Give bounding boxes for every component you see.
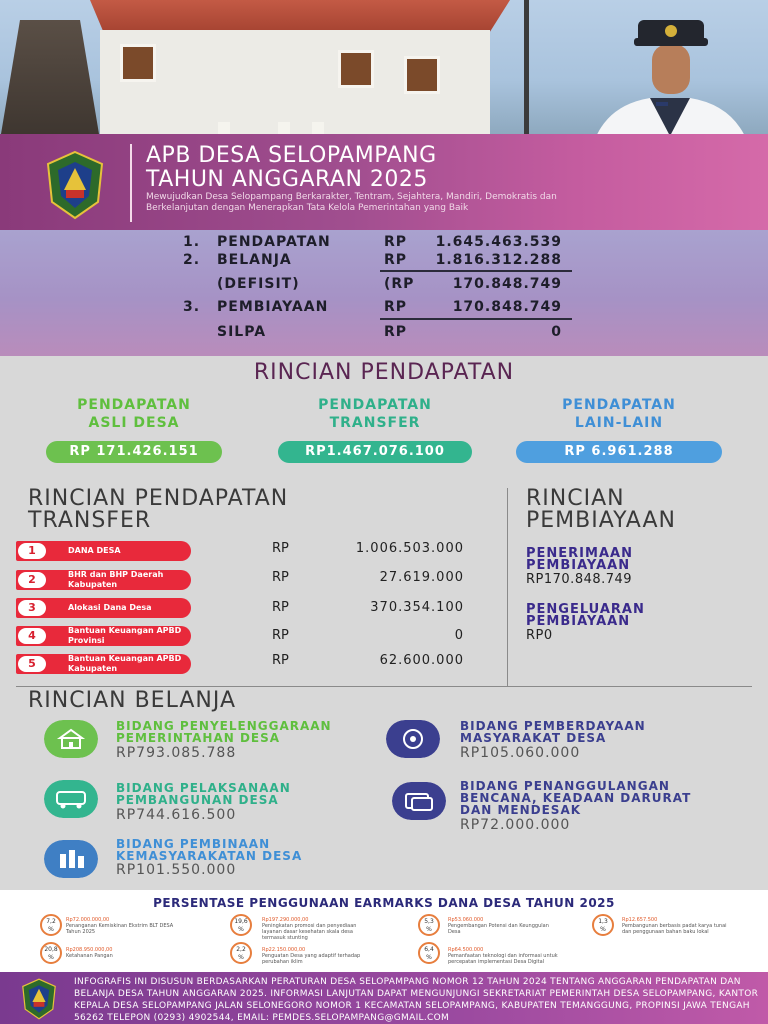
pengeluaran-line-1: PENGELUARAN [526, 602, 645, 617]
section-divider-horizontal [16, 686, 752, 687]
earmark-text [262, 947, 372, 965]
footer-text: INFOGRAFIS INI DISUSUN BERDASARKAN PERATURAN DESA SELOPAMPANG NOMOR 12 TAHUN 2024 TENTANG ANGGARAN PENDAPATAN DAN BELANJA DESA TAHUN ANGGARAN 2025. INFORMASI LANJUTAN DAPAT MENGUNJUNGI SEKRETARIAT PEMERINTAH DESA SELOPAMPANG, KANTOR KEPALA DESA SELOPAMPANG JALAN SELONEGORO NOMOR 1 KECAMATAN SELOPAMPANG, KABUPATEN TEMANGGUNG, PROPINSI JAWA TENGAH 56262 TELEPON (0293) 4902544, EMAIL: PEMDES.SELOPAMPANG@GMAIL.COM [74, 977, 759, 1023]
earmark-text [622, 917, 732, 935]
summary-divider [380, 318, 572, 320]
transfer-title-line-1: RINCIAN PENDAPATAN [28, 486, 289, 511]
transfer-item-label: Bantuan Keuangan APBD Kabupaten [68, 654, 182, 673]
earmark-percent-badge [418, 942, 440, 964]
pembiayaan-title-line-1: RINCIAN [526, 486, 625, 511]
belanja-heading-line-3: DAN MENDESAK [460, 803, 582, 817]
income-label-line-1: PENDAPATAN [562, 397, 676, 413]
row-label: SILPA [217, 324, 267, 340]
row-number: 3. [183, 299, 201, 315]
earmark-percent: 7,2 [46, 918, 56, 925]
transfer-item-label: Alokasi Dana Desa [68, 603, 152, 612]
row-label: PENDAPATAN [217, 234, 331, 250]
row-currency: RP [384, 252, 408, 268]
transfer-item [16, 654, 191, 674]
income-label-line-1: PENDAPATAN [77, 397, 191, 413]
earmark-unit: % [48, 954, 54, 961]
transfer-item-currency: RP [272, 541, 289, 556]
transfer-item [16, 570, 191, 590]
belanja-heading-line-2: BENCANA, KEADAAN DARURAT [460, 791, 692, 805]
earmark-percent: 2,2 [236, 946, 246, 953]
earmarks-title: PERSENTASE PENGGUNAAN EARMARKS DANA DESA TAHUN 2025 [153, 896, 615, 910]
card-icon [392, 782, 446, 820]
belanja-value: RP744.616.500 [116, 807, 237, 823]
income-label-line-2: ASLI DESA [88, 415, 180, 431]
community-icon [44, 840, 98, 878]
transfer-item-label: Bantuan Keuangan APBD Provinsi [68, 626, 182, 645]
row-value: 0 [551, 324, 562, 340]
transfer-item-currency: RP [272, 653, 289, 668]
column [312, 122, 324, 134]
income-label-line-1: PENDAPATAN [318, 397, 432, 413]
belanja-heading-line-1: BIDANG PELAKSANAAN [116, 781, 291, 795]
row-label: (DEFISIT) [217, 276, 300, 292]
summary-divider [380, 270, 572, 272]
transfer-item-number: 1 [18, 543, 46, 559]
belanja-value: RP72.000.000 [460, 817, 571, 833]
title-line-2: TAHUN ANGGARAN 2025 [146, 167, 428, 192]
earmark-amount: Rp22.150.000,00 [262, 947, 306, 953]
earmark-percent-badge [230, 914, 252, 936]
earmark-amount: Rp72.000.000,00 [66, 917, 110, 923]
income-value-pill: RP 6.961.288 [516, 441, 722, 463]
earmark-desc: Peningkatan promosi dan penyediaan layanan dasar kesehatan skala desa termasuk stunting [262, 923, 357, 941]
section-title-belanja: RINCIAN BELANJA [28, 688, 236, 713]
transfer-title-line-2: TRANSFER [28, 508, 152, 533]
earmark-amount: Rp208.950.000,00 [66, 947, 113, 953]
belanja-value: RP101.550.000 [116, 862, 237, 878]
row-value: 170.848.749 [452, 299, 562, 315]
earmark-percent: 6,4 [424, 946, 434, 953]
earmark-unit: % [238, 926, 244, 933]
belanja-heading [460, 720, 646, 744]
penerimaan-line-1: PENERIMAAN [526, 546, 633, 561]
transfer-item-number: 2 [18, 572, 46, 588]
belanja-heading [460, 780, 691, 816]
earmark-amount: Rp12.657.500 [622, 917, 658, 923]
column [278, 122, 290, 134]
earmark-unit: % [426, 954, 432, 961]
transfer-item-number: 3 [18, 600, 46, 616]
transfer-item-number: 4 [18, 628, 46, 644]
transfer-item-label: BHR dan BHP Daerah Kabupaten [68, 570, 164, 589]
belanja-value: RP793.085.788 [116, 745, 237, 761]
transfer-item-value: 62.600.000 [379, 653, 464, 668]
earmark-amount: Rp64.500.000 [448, 947, 484, 953]
hero-photo [0, 0, 768, 134]
income-label [516, 396, 722, 432]
belanja-heading-line-2: PEMERINTAHAN DESA [116, 731, 281, 745]
earmark-text [66, 917, 176, 935]
earmark-unit: % [48, 926, 54, 933]
belanja-heading-line-1: BIDANG PENANGGULANGAN [460, 779, 670, 793]
earmark-desc: Pembangunan berbasis padat karya tunai dan penggunaan bahan baku lokal [622, 923, 727, 935]
village-head-portrait [580, 6, 760, 134]
gear-icon [386, 720, 440, 758]
transfer-item [16, 541, 191, 561]
earmark-desc: Pengembangan Potensi dan Keunggulan Desa [448, 923, 549, 935]
row-label: PEMBIAYAAN [217, 299, 329, 315]
belanja-heading [116, 720, 332, 744]
transfer-item-currency: RP [272, 628, 289, 643]
transfer-item-value: 27.619.000 [379, 570, 464, 585]
earmark-amount: Rp197.290.000,00 [262, 917, 309, 923]
page-title [146, 144, 437, 192]
window [338, 50, 374, 88]
temple-gate-shape [0, 20, 100, 134]
earmark-percent: 1,3 [598, 918, 608, 925]
section-title-pendapatan: RINCIAN PENDAPATAN [253, 360, 515, 385]
transfer-item-value: 1.006.503.000 [355, 541, 464, 556]
section-divider-vertical [507, 488, 508, 686]
banner-divider [130, 144, 132, 222]
row-value: 170.848.749 [452, 276, 562, 292]
earmark-unit: % [238, 954, 244, 961]
bus-icon [44, 780, 98, 818]
penerimaan-value: RP170.848.749 [526, 572, 633, 587]
temanggung-logo [20, 978, 58, 1020]
earmark-unit: % [600, 926, 606, 933]
transfer-item-number: 5 [18, 656, 46, 672]
window [120, 44, 156, 82]
belanja-heading [116, 838, 302, 862]
income-label [46, 396, 222, 432]
section-title-transfer [28, 488, 288, 532]
earmark-percent-badge [230, 942, 252, 964]
earmark-percent: 5,3 [424, 918, 434, 925]
belanja-value: RP105.060.000 [460, 745, 581, 761]
row-label: BELANJA [217, 252, 292, 268]
column [218, 122, 230, 134]
belanja-heading-line-1: BIDANG PEMBERDAYAAN [460, 719, 646, 733]
earmark-percent: 20,8 [44, 946, 58, 953]
title-line-1: APB DESA SELOPAMPANG [146, 143, 437, 168]
earmark-amount: Rp53.060.000 [448, 917, 484, 923]
belanja-heading-line-2: PEMBANGUNAN DESA [116, 793, 279, 807]
transfer-item [16, 598, 191, 618]
earmark-desc: Pemanfaatan teknologi dan informasi untuk percepatan implementasi Desa Digital [448, 953, 558, 965]
pengeluaran-line-2: PEMBIAYAAN [526, 614, 631, 629]
earmark-text [66, 947, 176, 959]
earmark-desc: Penanganan Kemiskinan Ekstrim BLT DESA Tahun 2025 [66, 923, 174, 935]
pengeluaran-heading [526, 604, 645, 628]
belanja-heading [116, 782, 291, 806]
belanja-heading-line-1: BIDANG PENYELENGGARAAN [116, 719, 332, 733]
row-currency: (RP [384, 276, 415, 292]
earmark-percent-badge [592, 914, 614, 936]
earmark-desc: Ketahanan Pangan [66, 953, 113, 959]
row-currency: RP [384, 299, 408, 315]
earmark-text [448, 917, 558, 935]
government-building-icon [44, 720, 98, 758]
income-label-line-2: LAIN-LAIN [574, 415, 664, 431]
temanggung-logo [44, 150, 106, 220]
village-office-building [100, 30, 490, 134]
row-currency: RP [384, 324, 408, 340]
transfer-item-label: DANA DESA [68, 546, 121, 555]
page-subtitle: Mewujudkan Desa Selopampang Berkarakter, Tentram, Sejahtera, Mandiri, Demokratis dan Berkelanjutan dengan Menerapkan Tata Kelola Pemerintahan yang Baik [146, 192, 557, 213]
transfer-item [16, 626, 191, 646]
row-number: 2. [183, 252, 201, 268]
transfer-item-value: 0 [454, 628, 464, 643]
income-label-line-2: TRANSFER [329, 415, 421, 431]
belanja-heading-line-2: MASYARAKAT DESA [460, 731, 607, 745]
earmark-unit: % [426, 926, 432, 933]
pengeluaran-value: RP0 [526, 628, 553, 643]
earmark-percent-badge [418, 914, 440, 936]
row-currency: RP [384, 234, 408, 250]
row-number: 1. [183, 234, 201, 250]
transfer-item-value: 370.354.100 [370, 600, 464, 615]
income-value-pill: RP1.467.076.100 [278, 441, 472, 463]
window [404, 56, 440, 94]
belanja-heading-line-1: BIDANG PEMBINAAN [116, 837, 271, 851]
earmark-desc: Penguatan Desa yang adaptif terhadap perubahan iklim [262, 953, 361, 965]
belanja-heading-line-2: KEMASYARAKATAN DESA [116, 849, 303, 863]
section-title-pembiayaan [526, 488, 676, 532]
earmark-percent: 19,6 [234, 918, 248, 925]
earmark-percent-badge [40, 942, 62, 964]
row-value: 1.816.312.288 [435, 252, 562, 268]
earmark-text [262, 917, 372, 941]
transfer-item-currency: RP [272, 600, 289, 615]
earmark-percent-badge [40, 914, 62, 936]
income-value-pill: RP 171.426.151 [46, 441, 222, 463]
transfer-item-currency: RP [272, 570, 289, 585]
penerimaan-line-2: PEMBIAYAAN [526, 558, 631, 573]
income-label [280, 396, 470, 432]
row-value: 1.645.463.539 [435, 234, 562, 250]
earmark-text [448, 947, 558, 965]
penerimaan-heading [526, 548, 633, 572]
pembiayaan-title-line-2: PEMBIAYAAN [526, 508, 676, 533]
utility-pole [524, 0, 529, 134]
